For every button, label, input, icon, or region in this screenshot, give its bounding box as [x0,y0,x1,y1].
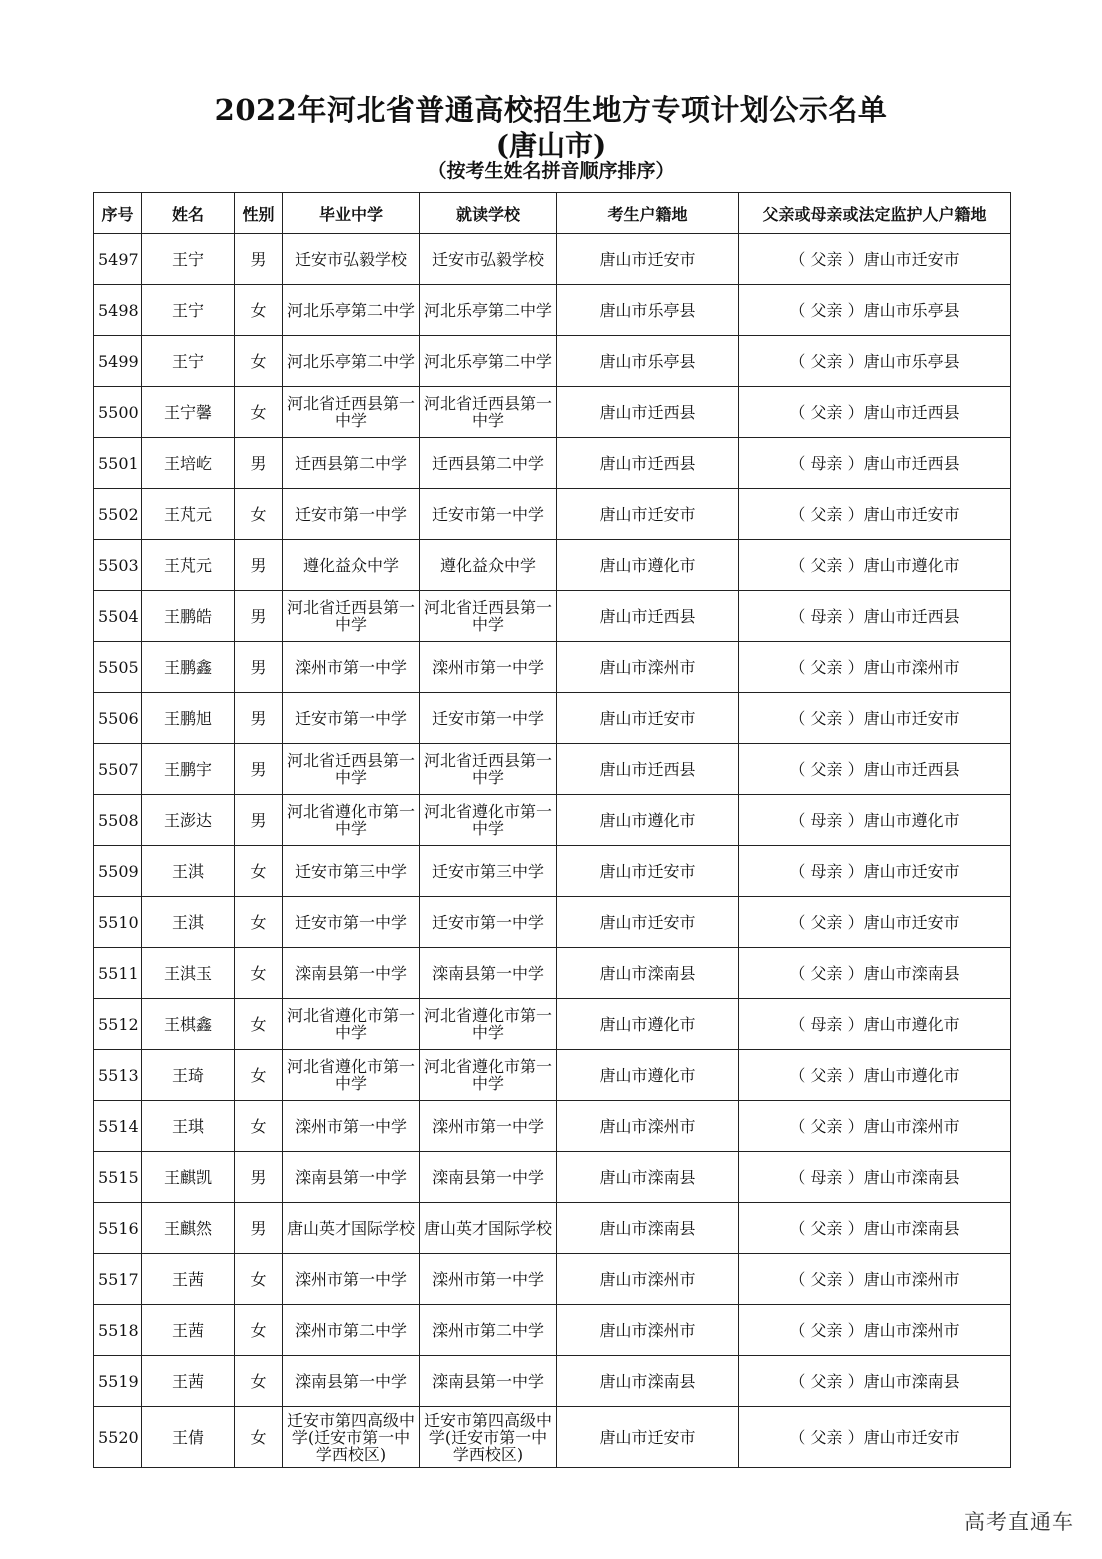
cell-grad-school: 滦南县第一中学 [283,1356,420,1407]
cell-grad-school: 滦州市第二中学 [283,1305,420,1356]
cell-gender: 男 [235,591,283,642]
cell-study-school: 河北省迁西县第一中学 [420,591,557,642]
cell-id: 5504 [94,591,142,642]
table-row [94,846,1011,897]
cell-name: 王茜 [142,1305,235,1356]
cell-gender: 男 [235,540,283,591]
cell-household: 唐山市滦州市 [557,1305,739,1356]
cell-id: 5509 [94,846,142,897]
cell-study-school: 滦州市第一中学 [420,642,557,693]
cell-household: 唐山市滦南县 [557,1356,739,1407]
cell-household: 唐山市迁安市 [557,234,739,285]
table-row [94,1356,1011,1407]
cell-id: 5513 [94,1050,142,1101]
table-row [94,999,1011,1050]
cell-study-school: 滦南县第一中学 [420,1152,557,1203]
cell-study-school: 迁安市第一中学 [420,489,557,540]
cell-grad-school: 滦州市第一中学 [283,642,420,693]
cell-household: 唐山市迁西县 [557,744,739,795]
cell-gender: 女 [235,1305,283,1356]
table-row [94,336,1011,387]
cell-parent-household: （ 父亲 ）唐山市迁西县 [739,744,1011,795]
cell-id: 5505 [94,642,142,693]
cell-parent-household: （ 母亲 ）唐山市迁西县 [739,591,1011,642]
cell-name: 王澎达 [142,795,235,846]
sort-note: （按考生姓名拼音顺序排序） [427,160,675,182]
table-row [94,540,1011,591]
cell-parent-household: （ 父亲 ）唐山市乐亭县 [739,285,1011,336]
cell-name: 王茜 [142,1356,235,1407]
cell-grad-school: 河北乐亭第二中学 [283,285,420,336]
header-id: 序号 [94,193,142,234]
cell-name: 王芃元 [142,489,235,540]
table-row [94,897,1011,948]
cell-gender: 女 [235,387,283,438]
header-household: 考生户籍地 [557,193,739,234]
cell-gender: 女 [235,1050,283,1101]
cell-household: 唐山市遵化市 [557,1050,739,1101]
table-row [94,1305,1011,1356]
cell-parent-household: （ 父亲 ）唐山市滦南县 [739,1356,1011,1407]
header-gender: 性别 [235,193,283,234]
cell-name: 王茜 [142,1254,235,1305]
cell-household: 唐山市迁西县 [557,387,739,438]
table-row [94,744,1011,795]
cell-parent-household: （ 父亲 ）唐山市迁西县 [739,387,1011,438]
cell-id: 5516 [94,1203,142,1254]
cell-name: 王芃元 [142,540,235,591]
cell-study-school: 河北省遵化市第一中学 [420,795,557,846]
cell-gender: 女 [235,1407,283,1468]
cell-study-school: 迁安市第三中学 [420,846,557,897]
cell-id: 5512 [94,999,142,1050]
cell-gender: 女 [235,1101,283,1152]
cell-id: 5520 [94,1407,142,1468]
cell-gender: 女 [235,999,283,1050]
table-row [94,1152,1011,1203]
cell-household: 唐山市迁安市 [557,489,739,540]
header-study-school: 就读学校 [420,193,557,234]
cell-name: 王宁 [142,285,235,336]
cell-grad-school: 迁安市第一中学 [283,897,420,948]
table-row [94,642,1011,693]
cell-name: 王宁馨 [142,387,235,438]
cell-name: 王宁 [142,336,235,387]
cell-id: 5498 [94,285,142,336]
cell-grad-school: 唐山英才国际学校 [283,1203,420,1254]
cell-gender: 女 [235,1254,283,1305]
cell-grad-school: 滦南县第一中学 [283,1152,420,1203]
cell-grad-school: 滦南县第一中学 [283,948,420,999]
header-parent-household: 父亲或母亲或法定监护人户籍地 [739,193,1011,234]
cell-name: 王琪 [142,1101,235,1152]
cell-household: 唐山市迁安市 [557,1407,739,1468]
table-row [94,234,1011,285]
cell-id: 5507 [94,744,142,795]
cell-gender: 女 [235,285,283,336]
cell-study-school: 滦州市第一中学 [420,1254,557,1305]
table-row [94,591,1011,642]
cell-grad-school: 迁安市第一中学 [283,693,420,744]
cell-gender: 男 [235,642,283,693]
cell-parent-household: （ 父亲 ）唐山市滦州市 [739,1101,1011,1152]
cell-name: 王麒凯 [142,1152,235,1203]
cell-study-school: 滦南县第一中学 [420,1356,557,1407]
cell-study-school: 滦南县第一中学 [420,948,557,999]
cell-parent-household: （ 父亲 ）唐山市迁安市 [739,234,1011,285]
cell-id: 5508 [94,795,142,846]
table-row [94,1407,1011,1468]
cell-study-school: 河北乐亭第二中学 [420,285,557,336]
cell-name: 王培屹 [142,438,235,489]
table-row [94,1203,1011,1254]
cell-grad-school: 河北省遵化市第一中学 [283,999,420,1050]
city-subtitle: (唐山市) [495,129,607,162]
cell-parent-household: （ 父亲 ）唐山市滦南县 [739,1203,1011,1254]
cell-gender: 女 [235,489,283,540]
table-row [94,948,1011,999]
cell-gender: 男 [235,744,283,795]
cell-parent-household: （ 父亲 ）唐山市滦州市 [739,642,1011,693]
header-grad-school: 毕业中学 [283,193,420,234]
cell-name: 王鹏鑫 [142,642,235,693]
cell-id: 5501 [94,438,142,489]
cell-id: 5500 [94,387,142,438]
header-name: 姓名 [142,193,235,234]
cell-grad-school: 迁安市第四高级中学(迁安市第一中学西校区) [283,1407,420,1468]
cell-parent-household: （ 父亲 ）唐山市乐亭县 [739,336,1011,387]
cell-id: 5511 [94,948,142,999]
cell-household: 唐山市遵化市 [557,540,739,591]
cell-study-school: 河北省迁西县第一中学 [420,387,557,438]
cell-name: 王鹏旭 [142,693,235,744]
cell-household: 唐山市迁西县 [557,591,739,642]
cell-parent-household: （ 父亲 ）唐山市遵化市 [739,540,1011,591]
cell-name: 王倩 [142,1407,235,1468]
cell-grad-school: 迁西县第二中学 [283,438,420,489]
cell-household: 唐山市滦州市 [557,1101,739,1152]
cell-study-school: 河北省遵化市第一中学 [420,999,557,1050]
cell-grad-school: 滦州市第一中学 [283,1101,420,1152]
cell-gender: 女 [235,336,283,387]
watermark-text: 高考直通车 [964,1510,1074,1534]
document-title: 2022年河北省普通高校招生地方专项计划公示名单 [214,93,888,127]
cell-grad-school: 河北省迁西县第一中学 [283,387,420,438]
cell-grad-school: 河北省遵化市第一中学 [283,795,420,846]
cell-household: 唐山市滦州市 [557,642,739,693]
cell-parent-household: （ 父亲 ）唐山市遵化市 [739,1050,1011,1101]
cell-grad-school: 河北省迁西县第一中学 [283,744,420,795]
cell-gender: 女 [235,897,283,948]
cell-study-school: 河北省遵化市第一中学 [420,1050,557,1101]
cell-gender: 女 [235,846,283,897]
cell-study-school: 遵化益众中学 [420,540,557,591]
cell-grad-school: 河北省迁西县第一中学 [283,591,420,642]
cell-parent-household: （ 父亲 ）唐山市迁安市 [739,1407,1011,1468]
cell-household: 唐山市乐亭县 [557,336,739,387]
cell-name: 王琦 [142,1050,235,1101]
cell-gender: 男 [235,1152,283,1203]
table-header-row [94,193,1011,234]
table-body [94,234,1011,1468]
cell-id: 5499 [94,336,142,387]
cell-id: 5503 [94,540,142,591]
admission-roster-table [93,192,1011,1468]
cell-gender: 男 [235,234,283,285]
cell-grad-school: 滦州市第一中学 [283,1254,420,1305]
cell-study-school: 迁安市第四高级中学(迁安市第一中学西校区) [420,1407,557,1468]
cell-household: 唐山市迁安市 [557,897,739,948]
cell-id: 5506 [94,693,142,744]
cell-name: 王淇 [142,846,235,897]
cell-name: 王鹏皓 [142,591,235,642]
cell-household: 唐山市乐亭县 [557,285,739,336]
cell-name: 王麒然 [142,1203,235,1254]
cell-name: 王淇 [142,897,235,948]
cell-parent-household: （ 父亲 ）唐山市滦州市 [739,1305,1011,1356]
cell-grad-school: 河北省遵化市第一中学 [283,1050,420,1101]
cell-grad-school: 河北乐亭第二中学 [283,336,420,387]
cell-household: 唐山市迁西县 [557,438,739,489]
cell-gender: 女 [235,948,283,999]
cell-id: 5502 [94,489,142,540]
cell-name: 王宁 [142,234,235,285]
cell-household: 唐山市遵化市 [557,795,739,846]
cell-gender: 男 [235,1203,283,1254]
table-row [94,1101,1011,1152]
cell-study-school: 滦州市第二中学 [420,1305,557,1356]
cell-study-school: 河北省迁西县第一中学 [420,744,557,795]
cell-household: 唐山市迁安市 [557,846,739,897]
cell-household: 唐山市滦南县 [557,948,739,999]
cell-id: 5517 [94,1254,142,1305]
cell-household: 唐山市滦南县 [557,1152,739,1203]
cell-study-school: 滦州市第一中学 [420,1101,557,1152]
cell-parent-household: （ 父亲 ）唐山市迁安市 [739,693,1011,744]
cell-parent-household: （ 母亲 ）唐山市滦南县 [739,1152,1011,1203]
cell-id: 5510 [94,897,142,948]
cell-gender: 男 [235,438,283,489]
table-row [94,1050,1011,1101]
cell-name: 王淇玉 [142,948,235,999]
table-row [94,489,1011,540]
cell-study-school: 河北乐亭第二中学 [420,336,557,387]
cell-grad-school: 迁安市第三中学 [283,846,420,897]
cell-household: 唐山市遵化市 [557,999,739,1050]
cell-study-school: 迁安市第一中学 [420,897,557,948]
cell-study-school: 唐山英才国际学校 [420,1203,557,1254]
table-row [94,795,1011,846]
cell-household: 唐山市迁安市 [557,693,739,744]
table-row [94,1254,1011,1305]
cell-gender: 男 [235,795,283,846]
cell-parent-household: （ 父亲 ）唐山市滦州市 [739,1254,1011,1305]
cell-household: 唐山市滦州市 [557,1254,739,1305]
table-row [94,693,1011,744]
cell-household: 唐山市滦南县 [557,1203,739,1254]
cell-gender: 女 [235,1356,283,1407]
cell-name: 王棋鑫 [142,999,235,1050]
cell-parent-household: （ 父亲 ）唐山市迁安市 [739,897,1011,948]
cell-study-school: 迁安市弘毅学校 [420,234,557,285]
cell-grad-school: 迁安市第一中学 [283,489,420,540]
cell-id: 5497 [94,234,142,285]
cell-parent-household: （ 父亲 ）唐山市迁安市 [739,489,1011,540]
cell-id: 5515 [94,1152,142,1203]
cell-study-school: 迁西县第二中学 [420,438,557,489]
table-row [94,285,1011,336]
table-row [94,387,1011,438]
cell-id: 5514 [94,1101,142,1152]
cell-study-school: 迁安市第一中学 [420,693,557,744]
cell-parent-household: （ 母亲 ）唐山市遵化市 [739,999,1011,1050]
cell-grad-school: 迁安市弘毅学校 [283,234,420,285]
cell-parent-household: （ 母亲 ）唐山市迁安市 [739,846,1011,897]
cell-parent-household: （ 母亲 ）唐山市遵化市 [739,795,1011,846]
cell-parent-household: （ 父亲 ）唐山市滦南县 [739,948,1011,999]
cell-grad-school: 遵化益众中学 [283,540,420,591]
cell-gender: 男 [235,693,283,744]
cell-parent-household: （ 母亲 ）唐山市迁西县 [739,438,1011,489]
cell-name: 王鹏宇 [142,744,235,795]
cell-id: 5519 [94,1356,142,1407]
cell-id: 5518 [94,1305,142,1356]
table-row [94,438,1011,489]
